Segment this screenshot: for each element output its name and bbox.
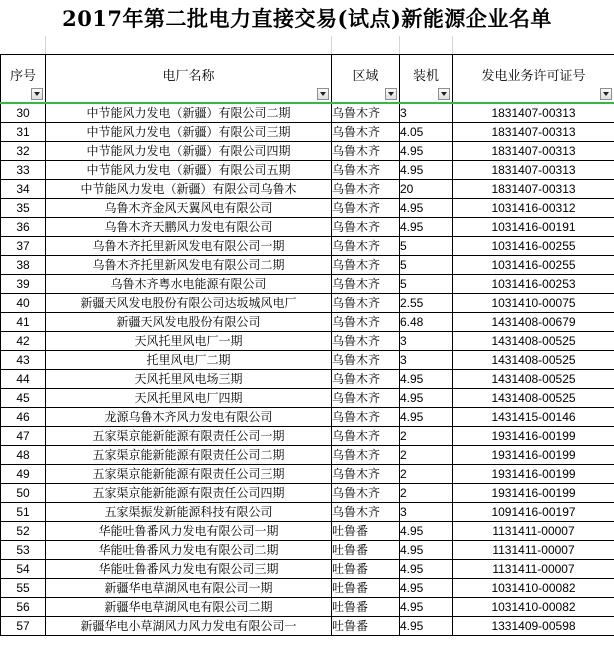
filter-dropdown-icon[interactable]: [31, 88, 43, 100]
cell-capacity[interactable]: 2.55: [400, 294, 453, 313]
cell-license[interactable]: 1331409-00598: [453, 617, 614, 636]
cell-license[interactable]: 1131411-00007: [453, 522, 614, 541]
table-row: [1, 427, 614, 446]
cell-no[interactable]: 53: [1, 541, 46, 560]
cell-name[interactable]: 华能吐鲁番风力发电有限公司一期: [46, 522, 332, 541]
cell-area[interactable]: 乌鲁木齐: [332, 408, 400, 427]
cell-no[interactable]: 55: [1, 579, 46, 598]
cell-license[interactable]: 1831407-00313: [453, 161, 614, 180]
cell-name[interactable]: 中节能风力发电（新疆）有限公司乌鲁木: [46, 180, 332, 199]
header-area: [332, 55, 400, 104]
table-row: [1, 180, 614, 199]
gridline: [45, 36, 46, 54]
cell-name[interactable]: 中节能风力发电（新疆）有限公司三期: [46, 123, 332, 142]
filter-dropdown-icon[interactable]: [317, 88, 329, 100]
table-row: [1, 313, 614, 332]
table-row: [1, 142, 614, 161]
cell-no[interactable]: 51: [1, 503, 46, 522]
filter-dropdown-icon[interactable]: [600, 88, 612, 100]
cell-capacity[interactable]: 4.95: [400, 389, 453, 408]
cell-license[interactable]: 1031410-00082: [453, 598, 614, 617]
cell-capacity[interactable]: 2: [400, 484, 453, 503]
cell-no[interactable]: 32: [1, 142, 46, 161]
cell-area[interactable]: 乌鲁木齐: [332, 103, 400, 123]
cell-no[interactable]: 39: [1, 275, 46, 294]
cell-name[interactable]: 乌鲁木齐托里新风发电有限公司二期: [46, 256, 332, 275]
cell-capacity[interactable]: 4.95: [400, 617, 453, 636]
cell-no[interactable]: 44: [1, 370, 46, 389]
cell-license[interactable]: 1431408-00525: [453, 389, 614, 408]
table-row: [1, 541, 614, 560]
header-name: [46, 55, 332, 104]
cell-capacity[interactable]: 3: [400, 103, 453, 123]
cell-name[interactable]: 中节能风力发电（新疆）有限公司五期: [46, 161, 332, 180]
cell-area[interactable]: 乌鲁木齐: [332, 313, 400, 332]
cell-no[interactable]: 54: [1, 560, 46, 579]
cell-area[interactable]: 乌鲁木齐: [332, 370, 400, 389]
cell-name[interactable]: 新疆天风发电股份有限公司: [46, 313, 332, 332]
cell-capacity[interactable]: 4.95: [400, 370, 453, 389]
table-row: [1, 560, 614, 579]
table-row: [1, 370, 614, 389]
cell-area[interactable]: 乌鲁木齐: [332, 180, 400, 199]
table-row: [1, 275, 614, 294]
cell-name[interactable]: 乌鲁木齐天鹏风力发电有限公司: [46, 218, 332, 237]
cell-name[interactable]: 新疆华电草湖风电有限公司二期: [46, 598, 332, 617]
cell-capacity[interactable]: 4.05: [400, 123, 453, 142]
cell-area[interactable]: 吐鲁番: [332, 560, 400, 579]
cell-area[interactable]: 乌鲁木齐: [332, 142, 400, 161]
cell-name[interactable]: 天风托里风电场三期: [46, 370, 332, 389]
cell-capacity[interactable]: 4.95: [400, 522, 453, 541]
cell-area[interactable]: 吐鲁番: [332, 541, 400, 560]
table-row: [1, 351, 614, 370]
cell-capacity[interactable]: 2: [400, 465, 453, 484]
cell-capacity[interactable]: 4.95: [400, 161, 453, 180]
cell-license[interactable]: 1931416-00199: [453, 446, 614, 465]
cell-capacity[interactable]: 2: [400, 446, 453, 465]
header-license-label: 发电业务许可证号: [481, 69, 586, 84]
cell-name[interactable]: 天风托里风电厂四期: [46, 389, 332, 408]
cell-no[interactable]: 33: [1, 161, 46, 180]
empty-row: [0, 36, 614, 54]
table-row: [1, 617, 614, 636]
cell-no[interactable]: 57: [1, 617, 46, 636]
cell-license[interactable]: 1431408-00525: [453, 370, 614, 389]
cell-license[interactable]: 1831407-00313: [453, 142, 614, 161]
table-row: [1, 446, 614, 465]
cell-area[interactable]: 吐鲁番: [332, 598, 400, 617]
cell-name[interactable]: 中节能风力发电（新疆）有限公司二期: [46, 103, 332, 123]
cell-no[interactable]: 41: [1, 313, 46, 332]
header-license: [453, 55, 614, 104]
table-body: [1, 103, 614, 636]
cell-capacity[interactable]: 5: [400, 275, 453, 294]
cell-no[interactable]: 52: [1, 522, 46, 541]
cell-capacity[interactable]: 5: [400, 256, 453, 275]
gridline: [331, 36, 332, 54]
cell-license[interactable]: 1431408-00525: [453, 332, 614, 351]
cell-name[interactable]: 天风托里风电厂一期: [46, 332, 332, 351]
cell-license[interactable]: 1431415-00146: [453, 408, 614, 427]
cell-license[interactable]: 1031416-00253: [453, 275, 614, 294]
cell-no[interactable]: 30: [1, 103, 46, 123]
cell-area[interactable]: 乌鲁木齐: [332, 332, 400, 351]
cell-no[interactable]: 40: [1, 294, 46, 313]
cell-area[interactable]: 乌鲁木齐: [332, 465, 400, 484]
table-row: [1, 465, 614, 484]
cell-license[interactable]: 1831407-00313: [453, 123, 614, 142]
cell-capacity[interactable]: 2: [400, 427, 453, 446]
cell-area[interactable]: 乌鲁木齐: [332, 427, 400, 446]
title-row: [0, 0, 614, 36]
cell-license[interactable]: 1031416-00312: [453, 199, 614, 218]
cell-no[interactable]: 46: [1, 408, 46, 427]
cell-area[interactable]: 乌鲁木齐: [332, 199, 400, 218]
cell-name[interactable]: 五家渠京能新能源有限责任公司三期: [46, 465, 332, 484]
cell-area[interactable]: 乌鲁木齐: [332, 275, 400, 294]
cell-capacity[interactable]: 3: [400, 332, 453, 351]
cell-capacity[interactable]: 4.95: [400, 598, 453, 617]
cell-area[interactable]: 乌鲁木齐: [332, 123, 400, 142]
table-row: [1, 256, 614, 275]
cell-license[interactable]: 1031410-00075: [453, 294, 614, 313]
header-no-label: 序号: [9, 69, 36, 84]
sheet-title: 2017年第二批电力直接交易(试点)新能源企业名单: [62, 6, 552, 31]
cell-capacity[interactable]: 4.95: [400, 218, 453, 237]
cell-name[interactable]: 华能吐鲁番风力发电有限公司二期: [46, 541, 332, 560]
cell-license[interactable]: 1031416-00255: [453, 256, 614, 275]
cell-name[interactable]: 新疆华电小草湖风力风力发电有限公司一: [46, 617, 332, 636]
cell-license[interactable]: 1031416-00191: [453, 218, 614, 237]
table-row: [1, 408, 614, 427]
gridline: [399, 36, 400, 54]
cell-area[interactable]: 乌鲁木齐: [332, 503, 400, 522]
table-row: [1, 579, 614, 598]
cell-capacity[interactable]: 4.95: [400, 408, 453, 427]
cell-area[interactable]: 乌鲁木齐: [332, 218, 400, 237]
cell-area[interactable]: 乌鲁木齐: [332, 484, 400, 503]
cell-capacity[interactable]: 20: [400, 180, 453, 199]
table-row: [1, 332, 614, 351]
cell-capacity[interactable]: 6.48: [400, 313, 453, 332]
cell-name[interactable]: 中节能风力发电（新疆）有限公司四期: [46, 142, 332, 161]
cell-name[interactable]: 五家渠京能新能源有限责任公司一期: [46, 427, 332, 446]
table-row: [1, 218, 614, 237]
header-name-label: 电厂名称: [162, 69, 215, 84]
cell-license[interactable]: 1131411-00007: [453, 560, 614, 579]
table-row: [1, 522, 614, 541]
header-capacity-label: 装机: [412, 69, 439, 84]
filter-dropdown-icon[interactable]: [438, 88, 450, 100]
gridline: [452, 36, 453, 54]
cell-name[interactable]: 五家渠京能新能源有限责任公司二期: [46, 446, 332, 465]
table-row: [1, 161, 614, 180]
cell-name[interactable]: 华能吐鲁番风力发电有限公司三期: [46, 560, 332, 579]
cell-area[interactable]: 乌鲁木齐: [332, 237, 400, 256]
cell-area[interactable]: 吐鲁番: [332, 617, 400, 636]
cell-name[interactable]: 龙源乌鲁木齐风力发电有限公司: [46, 408, 332, 427]
cell-area[interactable]: 乌鲁木齐: [332, 446, 400, 465]
cell-name[interactable]: 乌鲁木齐粤水电能源有限公司: [46, 275, 332, 294]
cell-name[interactable]: 乌鲁木齐托里新风发电有限公司一期: [46, 237, 332, 256]
cell-license[interactable]: 1031416-00255: [453, 237, 614, 256]
cell-no[interactable]: 50: [1, 484, 46, 503]
cell-license[interactable]: 1931416-00199: [453, 484, 614, 503]
table-row: [1, 237, 614, 256]
header-area-label: 区域: [352, 69, 379, 84]
cell-area[interactable]: 吐鲁番: [332, 522, 400, 541]
table-row: [1, 389, 614, 408]
cell-capacity[interactable]: 4.95: [400, 560, 453, 579]
cell-area[interactable]: 乌鲁木齐: [332, 351, 400, 370]
cell-name[interactable]: 新疆华电草湖风电有限公司一期: [46, 579, 332, 598]
cell-license[interactable]: 1831407-00313: [453, 103, 614, 123]
header-capacity: [400, 55, 453, 104]
cell-capacity[interactable]: 5: [400, 237, 453, 256]
cell-name[interactable]: 新疆天风发电股份有限公司达坂城风电厂: [46, 294, 332, 313]
cell-no[interactable]: 56: [1, 598, 46, 617]
cell-capacity[interactable]: 4.95: [400, 579, 453, 598]
cell-no[interactable]: 45: [1, 389, 46, 408]
cell-area[interactable]: 吐鲁番: [332, 579, 400, 598]
cell-no[interactable]: 34: [1, 180, 46, 199]
cell-no[interactable]: 49: [1, 465, 46, 484]
table-row: [1, 598, 614, 617]
cell-no[interactable]: 42: [1, 332, 46, 351]
cell-license[interactable]: 1131411-00007: [453, 541, 614, 560]
table-row: [1, 103, 614, 123]
cell-no[interactable]: 37: [1, 237, 46, 256]
cell-no[interactable]: 38: [1, 256, 46, 275]
cell-license[interactable]: 1931416-00199: [453, 465, 614, 484]
header-no: [1, 55, 46, 104]
table-row: [1, 199, 614, 218]
cell-license[interactable]: 1091416-00197: [453, 503, 614, 522]
cell-license[interactable]: 1931416-00199: [453, 427, 614, 446]
data-table: [0, 54, 614, 636]
cell-no[interactable]: 43: [1, 351, 46, 370]
cell-area[interactable]: 乌鲁木齐: [332, 389, 400, 408]
cell-name[interactable]: 五家渠振发新能源科技有限公司: [46, 503, 332, 522]
cell-license[interactable]: 1431408-00525: [453, 351, 614, 370]
cell-name[interactable]: 托里风电厂二期: [46, 351, 332, 370]
cell-no[interactable]: 31: [1, 123, 46, 142]
cell-area[interactable]: 乌鲁木齐: [332, 294, 400, 313]
cell-no[interactable]: 36: [1, 218, 46, 237]
filter-dropdown-icon[interactable]: [385, 88, 397, 100]
cell-license[interactable]: 1831407-00313: [453, 180, 614, 199]
table-row: [1, 123, 614, 142]
table-row: [1, 503, 614, 522]
cell-no[interactable]: 47: [1, 427, 46, 446]
cell-area[interactable]: 乌鲁木齐: [332, 256, 400, 275]
cell-capacity[interactable]: 3: [400, 503, 453, 522]
cell-name[interactable]: 乌鲁木齐金风天翼风电有限公司: [46, 199, 332, 218]
cell-capacity[interactable]: 4.95: [400, 541, 453, 560]
header-row: [1, 55, 614, 104]
cell-capacity[interactable]: 4.95: [400, 142, 453, 161]
table-row: [1, 484, 614, 503]
cell-license[interactable]: 1431408-00679: [453, 313, 614, 332]
cell-capacity[interactable]: 4.95: [400, 199, 453, 218]
cell-capacity[interactable]: 3: [400, 351, 453, 370]
cell-area[interactable]: 乌鲁木齐: [332, 161, 400, 180]
cell-no[interactable]: 48: [1, 446, 46, 465]
cell-name[interactable]: 五家渠京能新能源有限责任公司四期: [46, 484, 332, 503]
table-row: [1, 294, 614, 313]
cell-no[interactable]: 35: [1, 199, 46, 218]
cell-license[interactable]: 1031410-00082: [453, 579, 614, 598]
